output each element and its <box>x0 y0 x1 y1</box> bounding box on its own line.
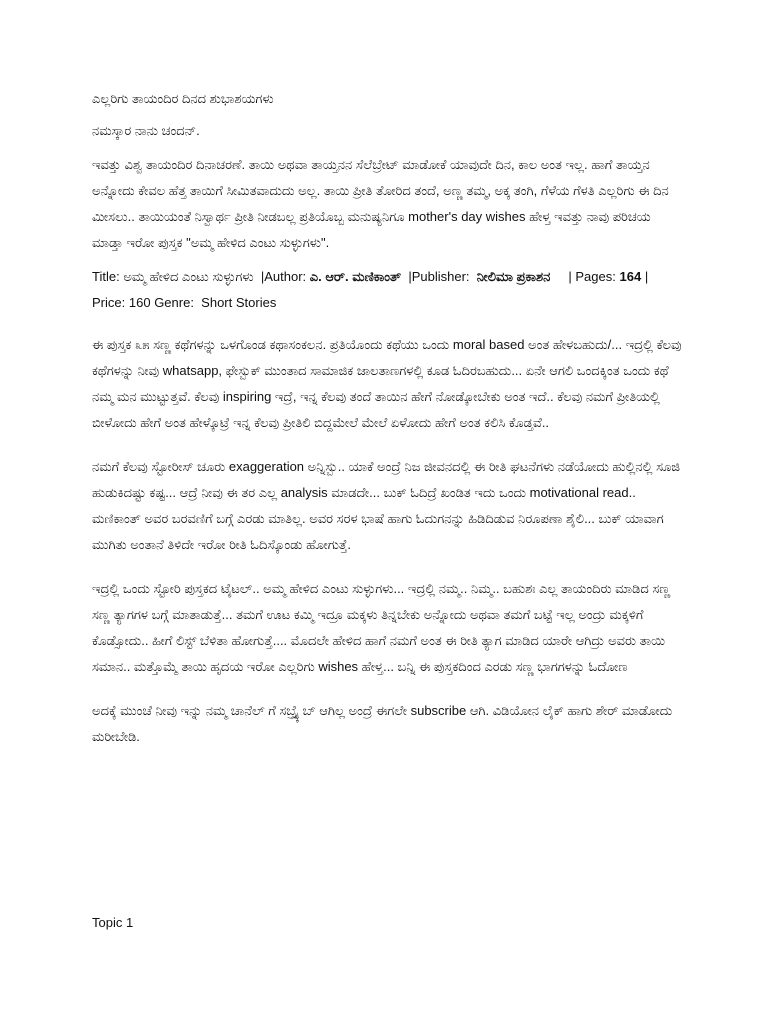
document-body <box>92 86 682 768</box>
title-value: ಅಮ್ಮ ಹೇಳಿದ ಎಂಟು ಸುಳ್ಳುಗಳು <box>123 269 254 284</box>
book-metadata <box>92 264 682 316</box>
pages-label: Pages: <box>575 269 616 284</box>
pages-value: 164 <box>619 269 642 284</box>
separator: | <box>568 269 572 284</box>
paragraph-collection-intro: ಈ ಪುಸ್ತಕ ೩೫ ಸಣ್ಣ ಕಥೆಗಳನ್ನು ಒಳಗೊಂಡ ಕಥಾಸಂಕಲನ. ಪ್ರತಿಯೊಂದು ಕಥೆಯು ಒಂದು moral based ಅಂತ ಹೇಳಬಹುದು/... ಇದ್ರಲ್ಲಿ ಕೆಲವು ಕಥೆಗಳನ್ನು ನೀವು whatsapp, ಫೇಸ್ಬುಕ್ ಮುಂತಾದ ಸಾಮಾಜಿಕ ಜಾಲತಾಣಗಳಲ್ಲಿ ಕೂಡ ಓದಿರಬಹುದು... ಏನೇ ಆಗಲಿ ಒಂದಕ್ಕಿಂತ ಒಂದು ಕಥೆ ನಮ್ಮ ಮನ ಮುಟ್ಟುತ್ತವೆ. ಕೆಲವು inspiring ಇದ್ರೆ, ಇನ್ನ ಕೆಲವು ತಂದೆ ತಾಯಿನ ಹೇಗೆ ನೋಡ್ಕೋಬೇಕು ಅಂತ ಇದೆ.. ಕೆಲವು ನಮಗೆ ಪ್ರೀತಿಯಲ್ಲಿ ಬೀಳೋದು ಹೇಗೆ ಅಂತ ಹೇಳ್ಕೊಟ್ರೆ ಇನ್ನ ಕೆಲವು ಪ್ರೀತಿಲಿ ಬಿದ್ದಮೇಲೆ ಮೇಲೆ ಏಳೋದು ಹೇಗೆ ಅಂತ ಕಲಿಸಿ ಕೊಡ್ತವೆ.. <box>92 337 682 430</box>
greeting-heading: ಎಲ್ಲರಿಗು ತಾಯಂದಿರ ದಿನದ ಶುಭಾಶಯಗಳು <box>92 91 274 106</box>
publisher-value: ನೀಲಿಮಾ ಪ್ರಕಾಶನ <box>476 269 551 284</box>
genre-value: Short Stories <box>201 295 277 310</box>
intro-line: ನಮಸ್ಕಾರ ನಾನು ಚಂದನ್. <box>92 123 200 138</box>
genre-label: Genre: <box>154 295 194 310</box>
paragraph-mothers-day: ಇವತ್ತು ವಿಶ್ವ ತಾಯಂದಿರ ದಿನಾಚರಣೆ. ತಾಯಿ ಅಥವಾ ತಾಯ್ತನನ ಸೆಲೆಬ್ರೇಟ್ ಮಾಡೋಕೆ ಯಾವುದೇ ದಿನ, ಕಾಲ ಅಂತ ಇಲ್ಲ. ಹಾಗೆ ತಾಯ್ತನ ಅನ್ನೋದು ಕೇವಲ ಹೆತ್ತ ತಾಯಿಗೆ ಸೀಮಿತವಾದುದು ಅಲ್ಲ. ತಾಯಿ ಪ್ರೀತಿ ತೋರಿದ ತಂದೆ, ಅಣ್ಣ ತಮ್ಮ, ಅಕ್ಕ ತಂಗಿ, ಗೆಳೆಯ ಗೆಳತಿ ಎಲ್ಲರಿಗು ಈ ದಿನ ಮೀಸಲು.. ತಾಯಿಯಂತೆ ನಿಸ್ವಾರ್ಥ ಪ್ರೀತಿ ನೀಡಬಲ್ಲ ಪ್ರತಿಯೊಬ್ಬ ಮನುಷ್ಯನಿಗೂ mother's day wishes ಹೇಳ್ತ ಇವತ್ತು ನಾವು ಪರಿಚಯ ಮಾಡ್ತಾ ಇರೋ ಪುಸ್ತಕ "ಅಮ್ಮ ಹೇಳಿದ ಎಂಟು ಸುಳ್ಳುಗಳು". <box>92 157 669 250</box>
price-value: 160 <box>128 295 151 310</box>
author-label: |Author: <box>260 269 307 284</box>
title-label: Title: <box>92 269 120 284</box>
author-value: ಎ. ಆರ್. ಮಣಿಕಾಂತ್ <box>309 269 402 284</box>
price-label: | Price: <box>92 269 649 310</box>
paragraph-title-story: ಇದ್ರಲ್ಲಿ ಒಂದು ಸ್ಟೋರಿ ಪುಸ್ತಕದ ಟೈಟಲ್.. ಅಮ್ಮ ಹೇಳಿದ ಎಂಟು ಸುಳ್ಳುಗಳು... ಇದ್ರಲ್ಲಿ ನಮ್ಮ.. ನಿಮ್ಮ.. ಬಹುಶಃ ಎಲ್ಲ ತಾಯಂದಿರು ಮಾಡಿದ ಸಣ್ಣ ಸಣ್ಣ ತ್ಯಾಗಗಳ ಬಗ್ಗೆ ಮಾತಾಡುತ್ತೆ... ತಮಗೆ ಊಟ ಕಮ್ಮಿ ಇದ್ರೂ ಮಕ್ಕಳು ತಿನ್ನಬೇಕು ಅನ್ನೋದು ಅಥವಾ ತಮಗೆ ಬಟ್ಟೆ ಇಲ್ಲ ಅಂದ್ರು ಮಕ್ಕಳಿಗೆ ಕೊಡ್ಸೋದು.. ಹೀಗೆ ಲಿಸ್ಟ್ ಬೆಳಿತಾ ಹೋಗುತ್ತೆ.... ಮೊದಲೇ ಹೇಳಿದ ಹಾಗೆ ನಮಗೆ ಅಂತ ಈ ರೀತಿ ತ್ಯಾಗ ಮಾಡಿದ ಯಾರೇ ಆಗಿದ್ರು ಅವರು ತಾಯಿ ಸಮಾನ.. ಮತ್ತೊಮ್ಮೆ ತಾಯಿ ಹೃದಯ ಇರೋ ಎಲ್ಲರಿಗು wishes ಹೇಳ್ತ... ಬನ್ನಿ ಈ ಪುಸ್ತಕದಿಂದ ಎರಡು ಸಣ್ಣ ಭಾಗಗಳನ್ನು ಓದೋಣ <box>92 581 671 674</box>
publisher-label: |Publisher: <box>408 269 470 284</box>
paragraph-review: ನಮಗೆ ಕೆಲವು ಸ್ಟೋರೀಸ್ ಚೂರು exaggeration ಅನ್ನಿಸ್ಬು.. ಯಾಕೆ ಅಂದ್ರೆ ನಿಜ ಜೀವನದಲ್ಲಿ ಈ ರೀತಿ ಘಟನೆಗಳು ನಡೆಯೋದು ಹುಲ್ಲಿನಲ್ಲಿ ಸೂಜಿ ಹುಡುಕಿದಷ್ಟು ಕಷ್ಟ... ಆದ್ರೆ ನೀವು ಈ ತರ ಎಲ್ಲ analysis ಮಾಡದೇ... ಬುಕ್ ಓದಿದ್ರೆ ಖಂಡಿತ ಇದು ಒಂದು motivational read.. ಮಣಿಕಾಂತ್ ಅವರ ಬರವಣಿಗೆ ಬಗ್ಗೆ ಎರಡು ಮಾತಿಲ್ಲ. ಅವರ ಸರಳ ಭಾಷೆ ಹಾಗು ಓದುಗನನ್ನು ಹಿಡಿದಿಡುವ ನಿರೂಪಣಾ ಶೈಲಿ... ಬುಕ್ ಯಾವಾಗ ಮುಗಿತು ಅಂತಾನೆ ತಿಳಿದೇ ಇರೋ ರೀತಿ ಓದಿಸ್ಕೊಂಡು ಹೋಗುತ್ತೆ. <box>92 459 681 552</box>
paragraph-subscribe: ಅದಕ್ಕೆ ಮುಂಚೆ ನೀವು ಇನ್ನು ನಮ್ಮ ಚಾನೆಲ್ ಗೆ ಸಬ್ಸ್ಕ್ರೈಬ್ ಆಗಿಲ್ಲ ಅಂದ್ರೆ ಈಗಲೇ subscribe ಆಗಿ. ವಿಡಿಯೋನ ಲೈಕ್ ಹಾಗು ಶೇರ್ ಮಾಡೋದು ಮರೀಬೇಡಿ. <box>92 703 673 744</box>
topic-heading: Topic 1 <box>92 915 134 930</box>
